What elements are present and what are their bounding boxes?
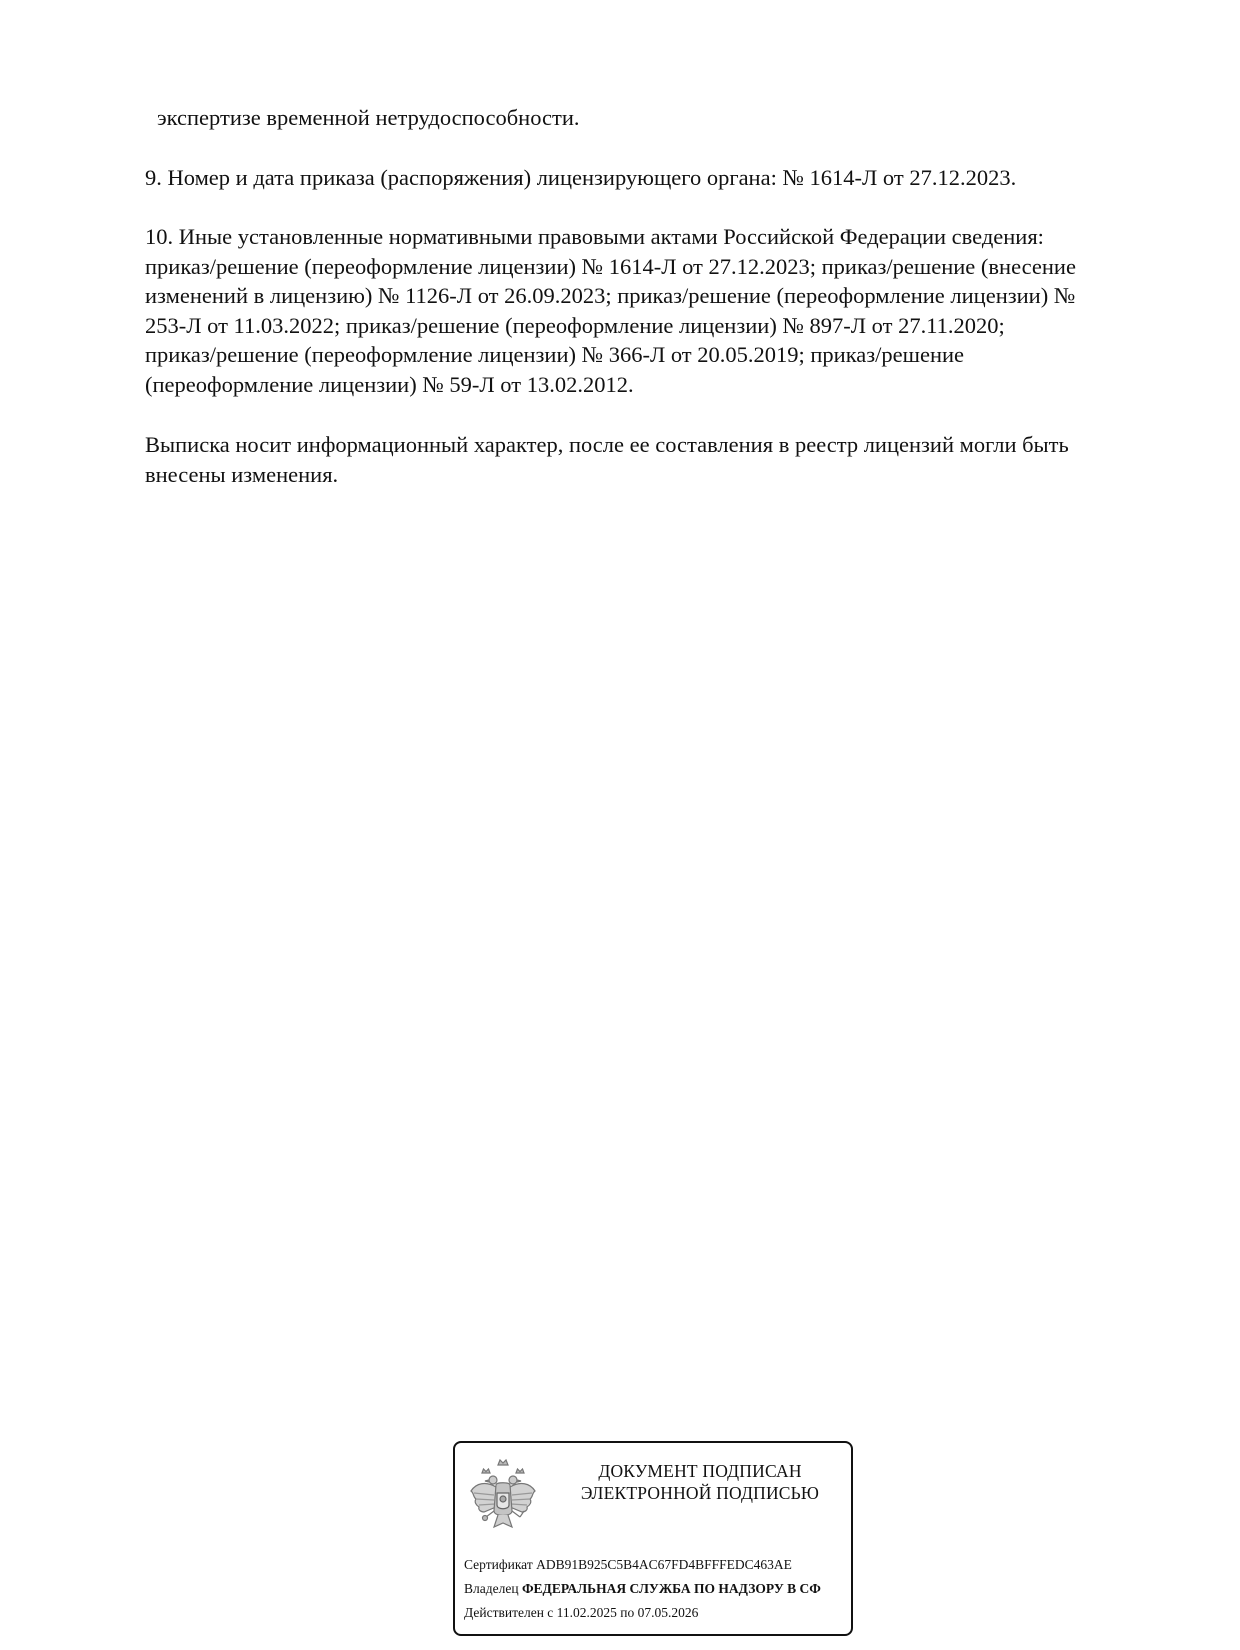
certificate-line <box>464 1553 853 1577</box>
item-10-line: приказ/решение (переоформление лицензии) № 366-Л от 20.05.2019; приказ/решение <box>145 342 965 367</box>
certificate-label: Сертификат <box>464 1557 533 1572</box>
stamp-title-line: ДОКУМЕНТ ПОДПИСАН <box>598 1461 802 1481</box>
electronic-signature-stamp <box>453 1441 853 1636</box>
stamp-details <box>464 1553 853 1625</box>
owner-label: Владелец <box>464 1581 519 1596</box>
informational-note <box>145 430 1160 489</box>
certificate-value: ADB91B925C5B4AC67FD4BFFFEDC463AE <box>536 1557 792 1572</box>
item-10-line: приказ/решение (переоформление лицензии) № 1614-Л от 27.12.2023; приказ/решение (внесение <box>145 253 1076 279</box>
item-9-order-number: 9. Номер и дата приказа (распоряжения) лицензирующего органа: № 1614-Л от 27.12.2023. <box>145 165 1017 190</box>
note-line: внесены изменения. <box>145 461 339 487</box>
note-line: Выписка носит информационный характер, после ее составления в реестр лицензий могли быть <box>145 432 1069 457</box>
item-10-line: 253-Л от 11.03.2022; приказ/решение (переоформление лицензии) № 897-Л от 27.11.2020; <box>145 312 1005 338</box>
owner-line <box>464 1577 853 1601</box>
continuation-text: экспертизе временной нетрудоспособности. <box>157 105 580 130</box>
item-10-line: (переоформление лицензии) № 59-Л от 13.02.2012. <box>145 371 634 397</box>
stamp-title <box>555 1460 845 1504</box>
owner-value: ФЕДЕРАЛЬНАЯ СЛУЖБА ПО НАДЗОРУ В СФ <box>521 1581 821 1596</box>
item-10-line: 10. Иные установленные нормативными правовыми актами Российской Федерации сведения: <box>145 224 1044 249</box>
validity-line: Действителен с 11.02.2025 по 07.05.2026 <box>464 1605 699 1620</box>
stamp-title-line: ЭЛЕКТРОННОЙ ПОДПИСЬЮ <box>580 1483 820 1503</box>
russian-coat-of-arms-icon <box>468 1455 538 1539</box>
item-10-other-info <box>145 222 1160 399</box>
item-10-line: изменений в лицензию) № 1126-Л от 26.09.2023; приказ/решение (переоформление лицензии) № <box>145 283 1076 308</box>
